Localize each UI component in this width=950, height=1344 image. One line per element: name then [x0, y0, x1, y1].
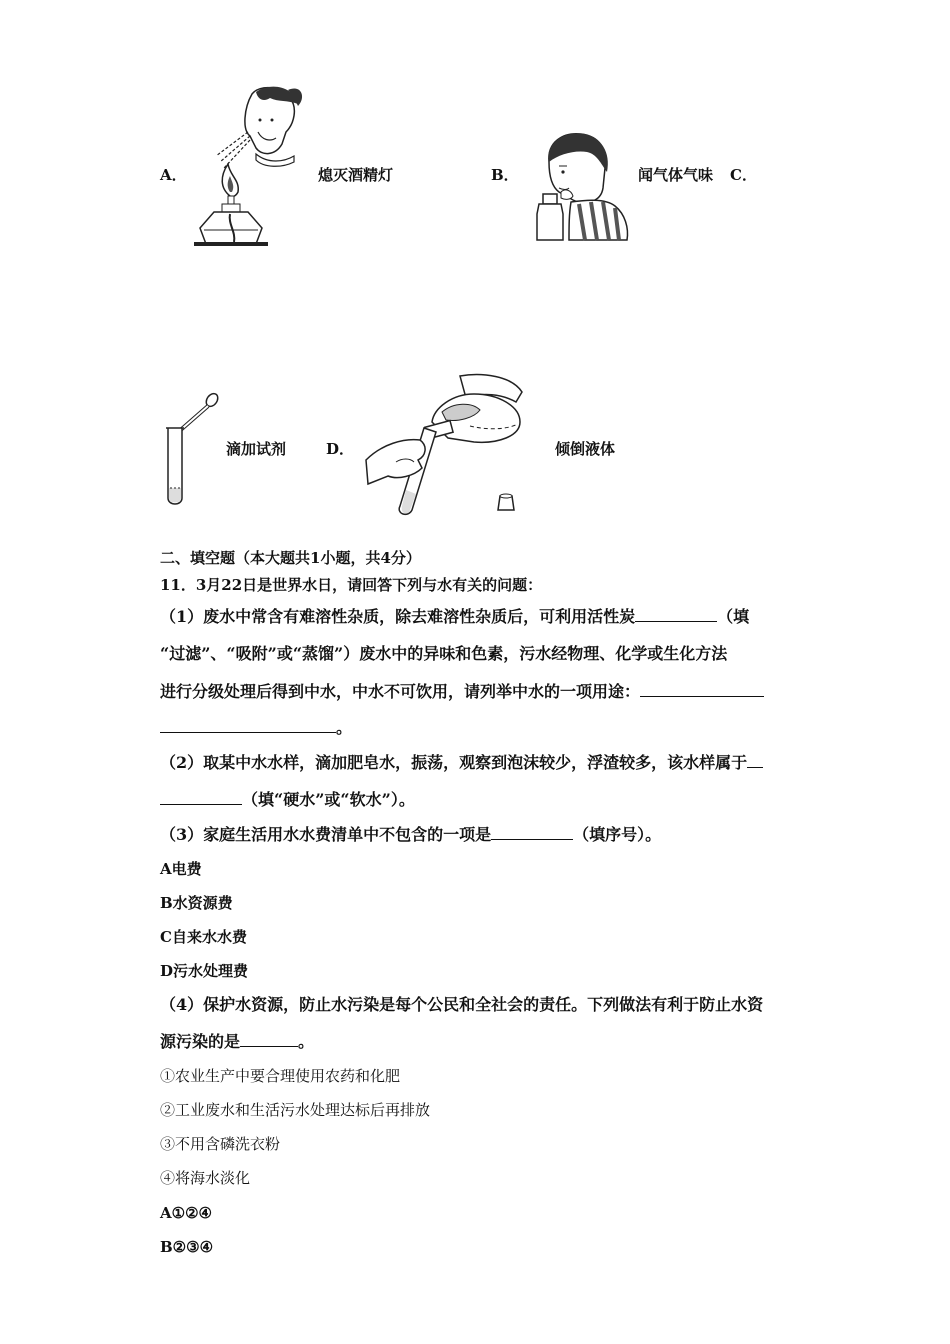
option-d-caption: 倾倒液体 [555, 440, 616, 458]
part3-option-c: C自来水水费 [160, 928, 247, 946]
part2-line1-text: （2）取某中水水样，滴加肥皂水，振荡，观察到泡沫较少，浮渣较多，该水样属于 [160, 753, 748, 772]
part4-item-4: ④将海水淡化 [160, 1169, 251, 1187]
part4-line2-end: 。 [298, 1032, 315, 1051]
part1-line2: “过滤”、“吸附”或“蒸馏”）废水中的异味和色素，污水经物理、化学或生化方法 [160, 644, 728, 663]
extinguish-lamp-illustration [190, 84, 305, 249]
part2-line2-text: （填“硬水”或“软水”）。 [242, 790, 415, 809]
question-stem: 11．3月22日是世界水日，请回答下列与水有关的问题： [160, 576, 543, 594]
part1-line4-end: 。 [336, 718, 353, 737]
part3-option-d: D污水处理费 [160, 962, 249, 980]
option-a-label: A． [160, 166, 187, 184]
smell-gas-illustration [535, 132, 630, 244]
part4-item-2: ②工业废水和生活污水处理达标后再排放 [160, 1101, 431, 1119]
part3-line1-text: （3）家庭生活用水水费清单中不包含的一项是 [160, 825, 492, 844]
part2-line2 [160, 790, 415, 810]
part3-option-a: A电费 [160, 860, 202, 878]
part1-line1-end: （填 [717, 607, 750, 626]
part4-item-1: ①农业生产中要合理使用农药和化肥 [160, 1067, 401, 1085]
option-d-label: D． [326, 440, 355, 458]
answer-blank-2a[interactable] [640, 682, 764, 697]
part4-choice-a: A①②④ [160, 1204, 212, 1222]
part1-line3 [160, 682, 764, 702]
answer-blank-5[interactable] [240, 1032, 298, 1047]
option-c-label: C． [730, 166, 757, 184]
section-title: 二、填空题（本大题共1小题，共4分） [160, 549, 421, 567]
pour-liquid-illustration [362, 372, 527, 520]
part1-line3-text: 进行分级处理后得到中水，中水不可饮用，请列举中水的一项用途： [160, 682, 641, 701]
part1-line4 [160, 718, 352, 738]
part4-line1: （4）保护水资源，防止水污染是每个公民和全社会的责任。下列做法有利于防止水资 [160, 995, 764, 1014]
option-c-caption: 滴加试剂 [226, 440, 287, 458]
option-a-caption: 熄灭酒精灯 [318, 166, 394, 184]
part1-line1 [160, 607, 749, 627]
option-b-label: B． [491, 166, 519, 184]
part1-line1-text: （1）废水中常含有难溶性杂质，除去难溶性杂质后，可利用活性炭 [160, 607, 636, 626]
answer-blank-3a[interactable] [747, 753, 763, 768]
part4-choice-b: B②③④ [160, 1238, 214, 1256]
dropper-test-tube-illustration [160, 392, 220, 510]
part4-item-3: ③不用含磷洗衣粉 [160, 1135, 281, 1153]
part3-option-b: B水资源费 [160, 894, 233, 912]
answer-blank-1[interactable] [635, 607, 717, 622]
answer-blank-4[interactable] [491, 825, 573, 840]
part3-line1 [160, 825, 661, 845]
answer-blank-3b[interactable] [160, 790, 242, 805]
part2-line1 [160, 753, 763, 773]
part4-line2-text: 源污染的是 [160, 1032, 241, 1051]
answer-blank-2b[interactable] [160, 718, 336, 733]
option-b-caption: 闻气体气味 [638, 166, 714, 184]
part3-line1-end: （填序号）。 [573, 825, 662, 844]
part4-line2 [160, 1032, 314, 1052]
